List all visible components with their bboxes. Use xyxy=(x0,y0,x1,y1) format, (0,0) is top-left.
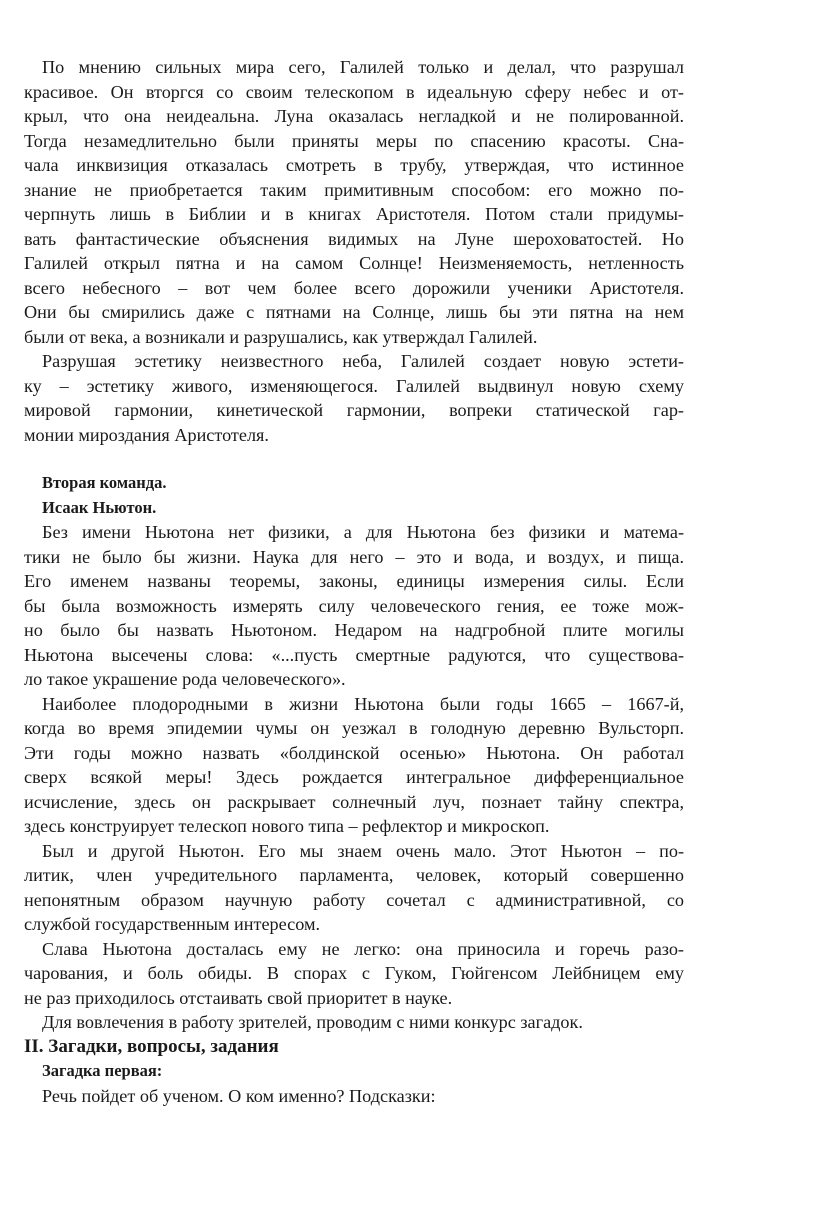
text-line: Они бы смирились даже с пятнами на Солнце, лишь бы эти пятна на нем xyxy=(24,302,684,322)
text-line: знание не приобретается таким примитивным способом: его можно по- xyxy=(24,179,684,200)
text-line: Наиболее плодородными в жизни Ньютона были годы 1665 – 1667-й, xyxy=(42,693,684,714)
text-line: литик, член учредительного парламента, человек, который совершенно xyxy=(24,865,684,885)
paragraph xyxy=(24,55,684,349)
text-line: бы была возможность измерять силу человеческого гения, ее тоже мож- xyxy=(24,595,684,616)
text-line: всего небесного – вот чем более всего дорожили ученики Аристотеля. xyxy=(24,277,684,298)
text-line: Его именем названы теоремы, законы, единицы измерения силы. Если xyxy=(24,571,684,591)
text-line: службой государственным интересом. xyxy=(24,914,321,934)
text-line: Галилей открыл пятна и на самом Солнце! Неизменяемость, нетленность xyxy=(24,253,684,273)
paragraph xyxy=(24,1010,684,1035)
text-line: красивое. Он вторгся со своим телескопом в идеальную сферу небес и от- xyxy=(24,81,684,102)
text-line: мировой гармонии, кинетической гармонии, вопреки статической гар- xyxy=(24,400,684,420)
paragraph xyxy=(24,839,684,937)
text-line: Был и другой Ньютон. Его мы знаем очень мало. Этот Ньютон – по- xyxy=(42,840,684,861)
section-heading: II. Загадки, вопросы, задания xyxy=(24,1035,279,1057)
text-line: чала инквизиция отказалась смотреть в трубу, утверждая, что истинное xyxy=(24,155,684,175)
text-line: крыл, что она неидеальна. Луна оказалась негладкой и не полированной. xyxy=(24,106,684,126)
paragraph xyxy=(24,692,684,839)
text-line: непонятным образом научную работу сочетал с административной, со xyxy=(24,889,684,910)
text-line: Ньютона высечены слова: «...пусть смертные радуются, что существова- xyxy=(24,644,684,665)
text-line: сверх всякой меры! Здесь рождается интегральное дифференциальное xyxy=(24,767,684,787)
text-line: Для вовлечения в работу зрителей, проводим с ними конкурс загадок. xyxy=(42,1012,583,1032)
text-line: чарования, и боль обиды. В спорах с Гуком, Гюйгенсом Лейбницем ему xyxy=(24,963,684,983)
document-page xyxy=(24,55,684,1108)
newton-text-block xyxy=(24,520,684,1035)
text-line: когда во время эпидемии чумы он уезжал в голодную деревню Вульсторп. xyxy=(24,718,684,738)
text-line: не раз приходилось отстаивать свой приоритет в науке. xyxy=(24,987,453,1008)
text-line: были от века, а возникали и разрушались, как утверждал Галилей. xyxy=(24,326,538,347)
person-heading: Исаак Ньютон. xyxy=(42,497,157,517)
text-line: тики не было бы жизни. Наука для него – это и вода, и воздух, и пища. xyxy=(24,546,684,567)
text-line: Разрушая эстетику неизвестного неба, Галилей создает новую эстети- xyxy=(42,351,684,371)
team-heading: Вторая команда. xyxy=(42,473,167,492)
paragraph xyxy=(24,937,684,1011)
paragraph xyxy=(24,520,684,692)
text-line: исчисление, здесь он раскрывает солнечный луч, познает тайну спектра, xyxy=(24,791,684,812)
galileo-text-block xyxy=(24,55,684,447)
text-line: но было бы назвать Ньютоном. Недаром на надгробной плите могилы xyxy=(24,620,684,640)
riddle-intro: Речь пойдет об ученом. О ком именно? Подсказки: xyxy=(42,1085,436,1106)
text-line: здесь конструирует телескоп нового типа – рефлектор и микроскоп. xyxy=(24,816,550,836)
paragraph xyxy=(24,349,684,447)
riddle-heading: Загадка первая: xyxy=(42,1061,163,1080)
text-line: По мнению сильных мира сего, Галилей только и делал, что разрушал xyxy=(42,57,684,77)
text-line: ку – эстетику живого, изменяющегося. Галилей выдвинул новую схему xyxy=(24,375,684,396)
text-line: Эти годы можно назвать «болдинской осенью» Ньютона. Он работал xyxy=(24,742,684,763)
text-line: Без имени Ньютона нет физики, а для Ньютона без физики и матема- xyxy=(42,522,684,542)
text-line: вать фантастические объяснения видимых на Луне шероховатостей. Но xyxy=(24,228,684,249)
text-line: Тогда незамедлительно были приняты меры по спасению красоты. Сна- xyxy=(24,130,684,151)
text-line: Слава Ньютона досталась ему не легко: она приносила и горечь разо- xyxy=(42,938,684,959)
text-line: ло такое украшение рода человеческого». xyxy=(24,669,346,689)
section-gap xyxy=(24,447,684,471)
text-line: черпнуть лишь в Библии и в книгах Аристотеля. Потом стали придумы- xyxy=(24,204,684,224)
text-line: монии мироздания Аристотеля. xyxy=(24,424,269,445)
